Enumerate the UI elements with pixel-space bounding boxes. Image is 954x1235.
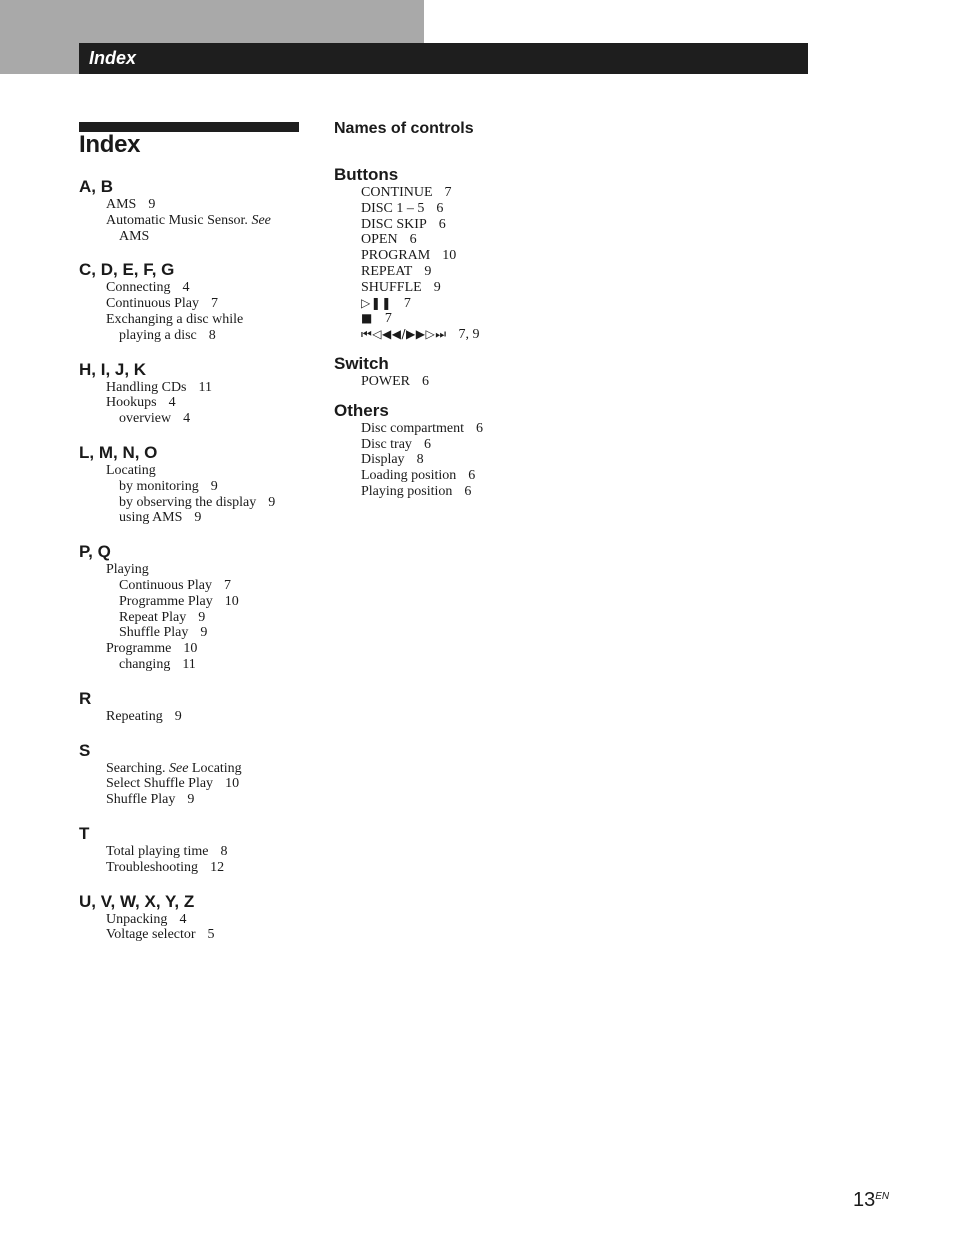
index-entry-term: Playing position bbox=[361, 483, 453, 499]
index-entry-term: CONTINUE bbox=[361, 185, 433, 200]
index-entry bbox=[79, 328, 319, 344]
index-entry bbox=[79, 197, 319, 213]
index-entry-list bbox=[334, 185, 594, 343]
index-entry bbox=[79, 312, 319, 328]
index-page-ref: 6 bbox=[476, 420, 484, 436]
index-section bbox=[79, 824, 319, 876]
index-entry-term: Troubleshooting bbox=[106, 859, 199, 875]
running-header-label: Index bbox=[89, 48, 137, 68]
index-entry-term: DISC SKIP bbox=[361, 216, 427, 232]
skip-search-icon: ⏮◁◀◀/▶▶▷⏭ bbox=[361, 327, 447, 342]
index-page-ref: 8 bbox=[208, 327, 216, 343]
index-entry bbox=[79, 213, 319, 229]
index-entry-list bbox=[79, 380, 319, 427]
page-number-suffix: EN bbox=[875, 1191, 890, 1202]
index-page-ref: 8 bbox=[416, 452, 424, 468]
index-entry-list bbox=[79, 709, 319, 725]
index-entry-term: Automatic Music Sensor. bbox=[106, 212, 248, 228]
index-page-ref: 6 bbox=[423, 436, 431, 452]
names-of-controls-heading: Names of controls bbox=[334, 120, 474, 137]
index-entry-term: Playing bbox=[106, 562, 149, 578]
index-entry bbox=[334, 468, 594, 484]
index-section-heading: Switch bbox=[334, 353, 389, 373]
index-entry bbox=[334, 327, 594, 343]
play-pause-icon: ▷❚❚ bbox=[361, 295, 392, 310]
index-section bbox=[79, 260, 319, 343]
index-page-ref: 9 bbox=[194, 510, 202, 526]
index-section bbox=[79, 360, 319, 427]
index-entry bbox=[79, 594, 319, 610]
index-entry-term: Programme Play bbox=[119, 593, 213, 609]
index-section bbox=[334, 354, 594, 390]
index-entry-term: REPEAT bbox=[361, 263, 413, 279]
index-entry bbox=[79, 578, 319, 594]
index-section bbox=[79, 443, 319, 526]
index-entry-term: Loading position bbox=[361, 468, 457, 484]
index-section bbox=[79, 542, 319, 673]
index-entry bbox=[334, 311, 594, 327]
index-entry bbox=[79, 844, 319, 860]
index-entry-list bbox=[334, 421, 594, 500]
index-entry-list bbox=[79, 912, 319, 944]
index-section bbox=[79, 689, 319, 725]
index-entry-term: Continuous Play bbox=[119, 577, 212, 593]
index-entry-list bbox=[79, 761, 319, 808]
index-section-heading: U, V, W, X, Y, Z bbox=[79, 891, 195, 911]
index-entry-term: Total playing time bbox=[106, 843, 209, 859]
index-page-ref: 9 bbox=[268, 494, 276, 510]
index-section-heading: T bbox=[79, 823, 90, 843]
index-entry-list bbox=[79, 280, 319, 343]
index-page-ref: 10 bbox=[442, 248, 457, 264]
index-page-ref: 10 bbox=[183, 641, 198, 657]
index-section bbox=[79, 741, 319, 808]
index-entry bbox=[334, 374, 594, 390]
index-entry bbox=[79, 463, 319, 479]
index-page-ref: 8 bbox=[220, 843, 228, 859]
index-page-ref: 4 bbox=[183, 411, 191, 427]
index-entry bbox=[79, 610, 319, 626]
index-entry bbox=[334, 296, 594, 312]
index-entry bbox=[79, 479, 319, 495]
index-entry-list bbox=[79, 197, 319, 244]
index-page-ref: 6 bbox=[422, 373, 429, 389]
index-entry-list bbox=[79, 562, 319, 673]
index-entry-term: Disc compartment bbox=[361, 420, 465, 436]
index-entry bbox=[79, 280, 319, 296]
index-entry bbox=[79, 927, 319, 943]
index-entry-term: Repeating bbox=[106, 708, 163, 724]
index-entry-term: OPEN bbox=[361, 232, 398, 248]
index-entry bbox=[334, 280, 594, 296]
index-page-ref: 11 bbox=[198, 379, 212, 395]
index-page-ref: 7 bbox=[210, 296, 218, 312]
index-entry-term: Hookups bbox=[106, 395, 157, 411]
index-entry-term: overview bbox=[119, 411, 172, 427]
index-right-column bbox=[334, 119, 594, 511]
index-entry-term: Programme bbox=[106, 641, 172, 657]
index-entry-list bbox=[79, 844, 319, 876]
index-entry bbox=[79, 641, 319, 657]
index-page-ref: 4 bbox=[179, 911, 187, 927]
index-page-ref: 5 bbox=[207, 927, 215, 943]
index-entry-term: Shuffle Play bbox=[119, 625, 189, 641]
running-header bbox=[79, 43, 808, 74]
index-entry bbox=[79, 657, 319, 673]
index-entry bbox=[334, 452, 594, 468]
index-page-ref: 6 bbox=[468, 468, 476, 484]
index-entry-term: SHUFFLE bbox=[361, 279, 422, 295]
index-page-ref: 6 bbox=[438, 216, 446, 232]
index-entry bbox=[79, 860, 319, 876]
index-page-ref: 10 bbox=[225, 776, 240, 792]
index-entry-term: AMS bbox=[106, 197, 137, 212]
index-section-heading: A, B bbox=[79, 177, 113, 196]
index-page-ref: 12 bbox=[210, 859, 225, 875]
index-entry-term: Display bbox=[361, 452, 405, 468]
index-entry-term: Voltage selector bbox=[106, 927, 196, 943]
index-entry bbox=[79, 761, 319, 777]
index-section-heading: L, M, N, O bbox=[79, 442, 158, 462]
index-entry-term: DISC 1 – 5 bbox=[361, 200, 425, 216]
index-entry-term: by monitoring bbox=[119, 478, 199, 494]
index-page-ref: 6 bbox=[409, 232, 417, 248]
index-section bbox=[79, 892, 319, 944]
index-page-ref: 4 bbox=[168, 395, 176, 411]
index-page-ref: 6 bbox=[464, 483, 472, 499]
index-entry bbox=[79, 625, 319, 641]
page-number-value: 13 bbox=[853, 1189, 876, 1211]
index-page-ref: 9 bbox=[210, 478, 218, 494]
index-entry bbox=[79, 792, 319, 808]
index-entry bbox=[79, 395, 319, 411]
index-page-ref: 9 bbox=[200, 625, 208, 641]
index-entry bbox=[79, 562, 319, 578]
index-page-ref: 9 bbox=[424, 263, 432, 279]
index-page-ref: 9 bbox=[198, 609, 206, 625]
index-entry-term: POWER bbox=[361, 373, 410, 389]
index-entry bbox=[334, 421, 594, 437]
index-entry bbox=[79, 912, 319, 928]
index-page-ref: 6 bbox=[436, 200, 444, 216]
index-section-heading: C, D, E, F, G bbox=[79, 260, 175, 280]
index-entry-term: changing bbox=[119, 656, 171, 672]
index-entry bbox=[79, 776, 319, 792]
index-entry-term: Searching. bbox=[106, 760, 166, 776]
index-entry bbox=[79, 229, 319, 245]
stop-icon: ■ bbox=[361, 311, 373, 326]
see-target: Locating bbox=[191, 760, 242, 776]
index-left-column bbox=[79, 177, 319, 959]
index-section-heading: R bbox=[79, 688, 92, 708]
index-entry-term: PROGRAM bbox=[361, 248, 431, 264]
index-entry-list bbox=[79, 463, 319, 526]
index-entry bbox=[79, 510, 319, 526]
index-section-heading: H, I, J, K bbox=[79, 359, 147, 379]
index-entry bbox=[334, 264, 594, 280]
index-page-ref: 9 bbox=[174, 708, 182, 724]
index-entry-term: Repeat Play bbox=[119, 609, 187, 625]
index-section bbox=[79, 177, 319, 244]
index-entry bbox=[334, 185, 594, 201]
index-section bbox=[334, 165, 594, 343]
index-entry bbox=[334, 248, 594, 264]
index-entry-term: AMS bbox=[119, 228, 150, 244]
index-entry bbox=[334, 217, 594, 233]
index-entry-term: Disc tray bbox=[361, 436, 412, 452]
index-entry bbox=[334, 437, 594, 453]
index-page-ref: 9 bbox=[433, 279, 441, 295]
index-entry-term: Select Shuffle Play bbox=[106, 776, 214, 792]
page-title: Index bbox=[79, 131, 141, 158]
index-entry bbox=[79, 296, 319, 312]
index-page-ref: 7 bbox=[403, 295, 411, 311]
index-entry-term: Unpacking bbox=[106, 911, 168, 927]
index-entry bbox=[79, 380, 319, 396]
index-entry-term: Handling CDs bbox=[106, 379, 187, 395]
index-entry bbox=[79, 411, 319, 427]
index-entry-term: playing a disc bbox=[119, 327, 197, 343]
index-section-heading: Buttons bbox=[334, 165, 399, 184]
index-entry-term: Locating bbox=[106, 462, 156, 478]
index-section-heading: P, Q bbox=[79, 542, 111, 562]
controls-sections bbox=[334, 165, 594, 500]
index-page-ref: 7 bbox=[223, 577, 231, 593]
index-entry-term: using AMS bbox=[119, 510, 183, 526]
see-reference: See bbox=[168, 760, 189, 776]
index-entry-term: Shuffle Play bbox=[106, 792, 176, 808]
index-page-ref: 7, 9 bbox=[458, 327, 480, 343]
index-section bbox=[334, 401, 594, 500]
index-entry-list bbox=[334, 374, 594, 390]
index-entry-term: Continuous Play bbox=[106, 296, 199, 312]
index-page-ref: 11 bbox=[182, 656, 196, 672]
index-page-ref: 7 bbox=[384, 311, 392, 327]
index-entry bbox=[334, 232, 594, 248]
index-page-ref: 4 bbox=[182, 280, 190, 296]
index-entry-term: Exchanging a disc while bbox=[106, 311, 244, 327]
index-entry bbox=[79, 709, 319, 725]
index-entry bbox=[334, 201, 594, 217]
index-page-ref: 9 bbox=[187, 792, 195, 808]
index-page-ref: 9 bbox=[148, 197, 156, 212]
index-page-ref: 10 bbox=[224, 593, 239, 609]
see-reference: See bbox=[251, 212, 271, 228]
index-section-heading: S bbox=[79, 740, 91, 760]
page-number bbox=[853, 1189, 889, 1212]
index-section-heading: Others bbox=[334, 400, 389, 420]
index-entry bbox=[79, 495, 319, 511]
index-page-ref: 7 bbox=[444, 185, 452, 200]
index-entry bbox=[334, 484, 594, 500]
index-entry-term: Connecting bbox=[106, 280, 171, 296]
index-entry-term: by observing the display bbox=[119, 494, 257, 510]
